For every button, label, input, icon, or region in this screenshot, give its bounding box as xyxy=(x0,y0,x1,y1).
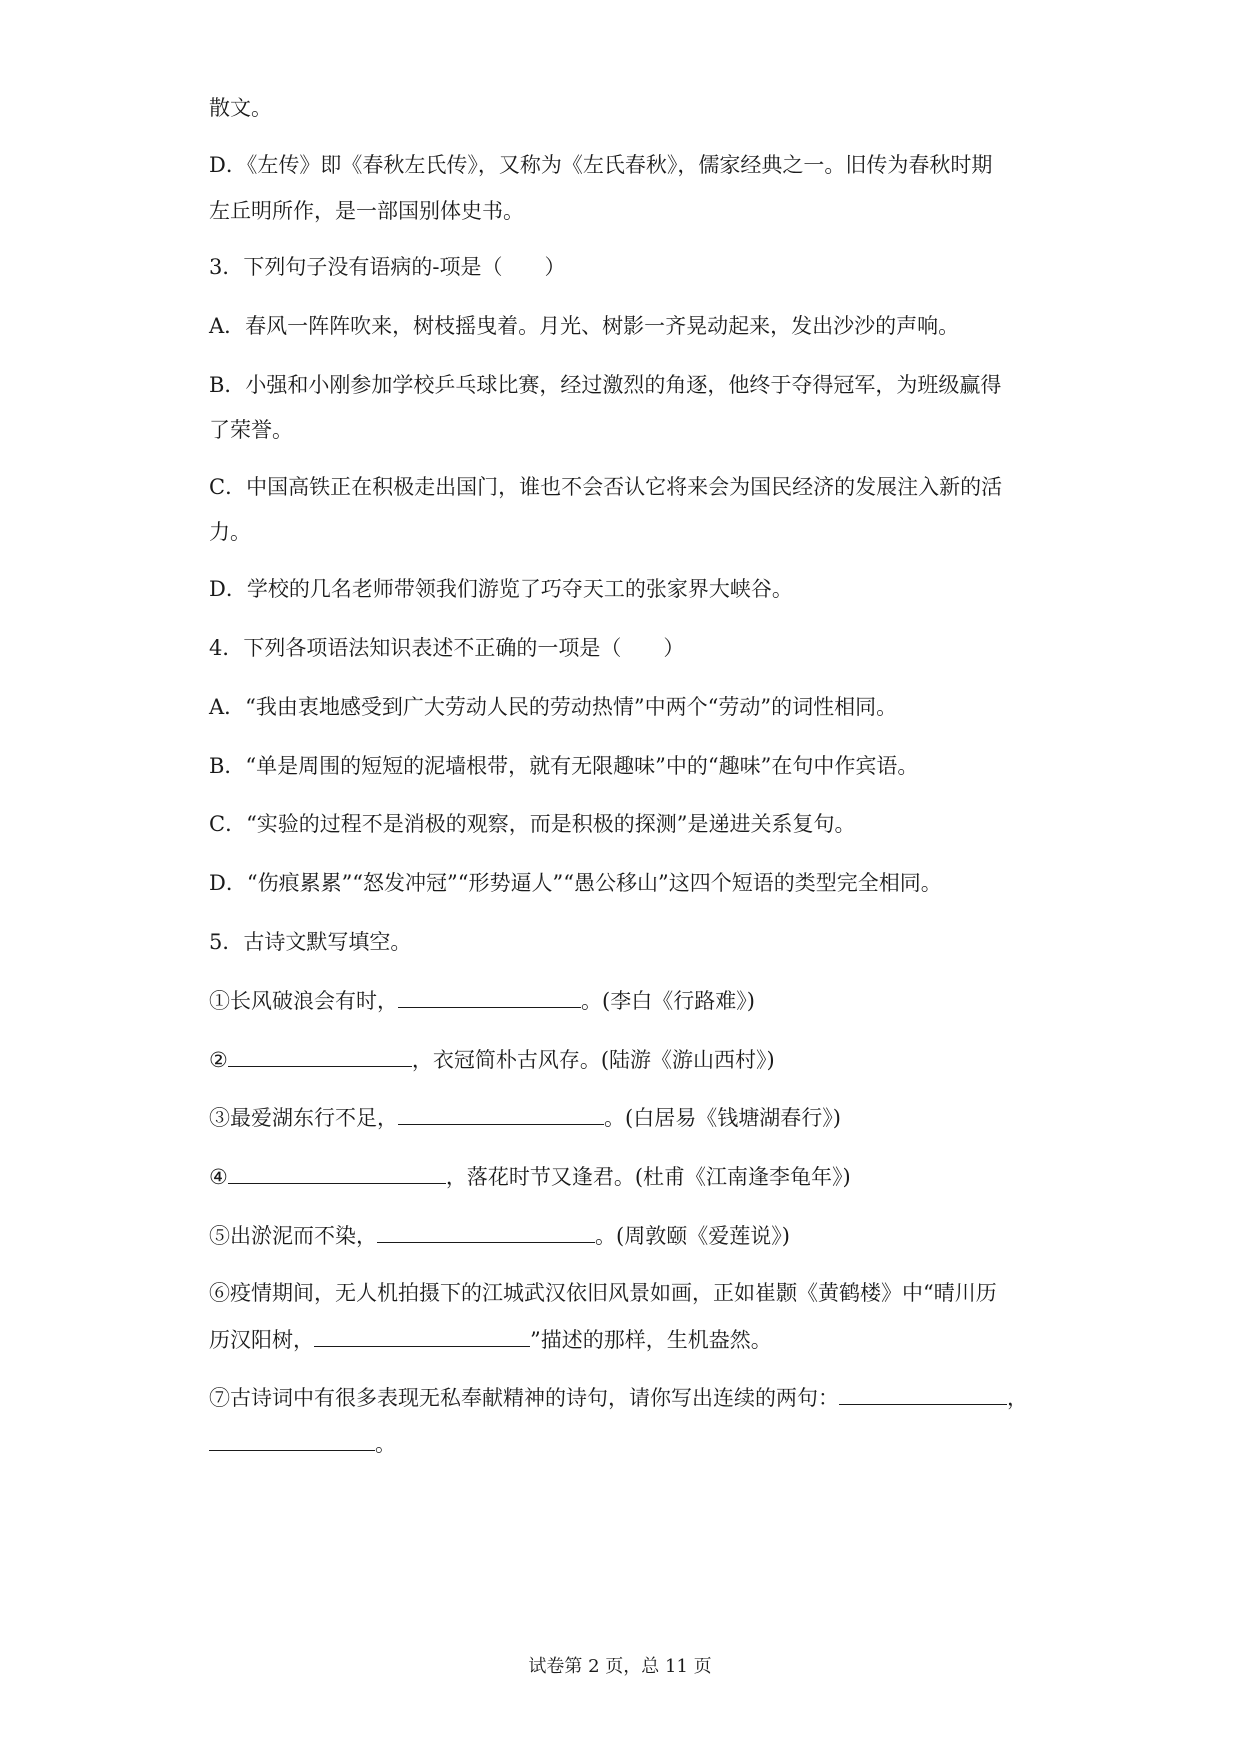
answer-blank[interactable] xyxy=(398,985,581,1008)
question-5-title: 5．古诗文默写填空。 xyxy=(209,930,412,954)
answer-blank[interactable] xyxy=(377,1220,595,1243)
text-line: 散文。 xyxy=(209,96,272,120)
answer-blank[interactable] xyxy=(314,1324,530,1347)
option-d-line-2: 左丘明所作，是一部国别体史书。 xyxy=(209,199,524,223)
fill-item-7-line-1: ⑦古诗词中有很多表现无私奉献精神的诗句，请你写出连续的两句： ， xyxy=(209,1382,1028,1413)
question-3-title: 3．下列句子没有语病的-项是（ ） xyxy=(209,255,566,279)
question-3-option-b-line-2: 了荣誉。 xyxy=(209,418,293,442)
fill-item-6-line-1: ⑥疫情期间，无人机拍摄下的江城武汉依旧风景如画，正如崔颢《黄鹤楼》中“晴川历 xyxy=(209,1281,997,1305)
answer-blank[interactable] xyxy=(228,1161,446,1184)
answer-blank[interactable] xyxy=(398,1102,604,1125)
question-4-title: 4．下列各项语法知识表述不正确的一项是（ ） xyxy=(209,636,685,660)
question-4-option-a: A．“我由衷地感受到广大劳动人民的劳动热情”中两个“劳动”的词性相同。 xyxy=(209,695,898,719)
answer-blank[interactable] xyxy=(209,1428,375,1451)
fill-item-1: ①长风破浪会有时， 。(李白《行路难》) xyxy=(209,985,755,1016)
answer-blank[interactable] xyxy=(839,1382,1007,1405)
fill-item-6-line-2: 历汉阳树， ”描述的那样，生机盎然。 xyxy=(209,1324,772,1355)
fill-item-4: ④ ，落花时节又逢君。(杜甫《江南逢李龟年》) xyxy=(209,1161,851,1192)
fill-item-3: ③最爱湖东行不足， 。(白居易《钱塘湖春行》) xyxy=(209,1102,841,1133)
question-4-option-d: D．“伤痕累累”“怒发冲冠”“形势逼人”“愚公移山”这四个短语的类型完全相同。 xyxy=(209,871,942,895)
option-d-line-1: D．《左传》即《春秋左氏传》，又称为《左氏春秋》，儒家经典之一。旧传为春秋时期 xyxy=(209,153,993,177)
question-4-option-b: B．“单是周围的短短的泥墙根带，就有无限趣味”中的“趣味”在句中作宾语。 xyxy=(209,754,919,778)
question-3-option-c-line-2: 力。 xyxy=(209,520,251,544)
answer-blank[interactable] xyxy=(228,1044,412,1067)
question-3-option-b-line-1: B．小强和小刚参加学校乒乓球比赛，经过激烈的角逐，他终于夺得冠军，为班级赢得 xyxy=(209,373,1002,397)
fill-item-7-line-2: 。 xyxy=(209,1428,396,1459)
fill-item-2: ② ，衣冠简朴古风存。(陆游《游山西村》) xyxy=(209,1044,775,1075)
question-3-option-a: A．春风一阵阵吹来，树枝摇曳着。月光、树影一齐晃动起来，发出沙沙的声响。 xyxy=(209,314,960,338)
question-4-option-c: C．“实验的过程不是消极的观察，而是积极的探测”是递进关系复句。 xyxy=(209,812,856,836)
question-3-option-d: D．学校的几名老师带领我们游览了巧夺天工的张家界大峡谷。 xyxy=(209,577,793,601)
fill-item-5: ⑤出淤泥而不染， 。(周敦颐《爱莲说》) xyxy=(209,1220,790,1251)
page-footer: 试卷第 2 页，总 11 页 xyxy=(528,1656,712,1677)
question-3-option-c-line-1: C．中国高铁正在积极走出国门，谁也不会否认它将来会为国民经济的发展注入新的活 xyxy=(209,475,1003,499)
